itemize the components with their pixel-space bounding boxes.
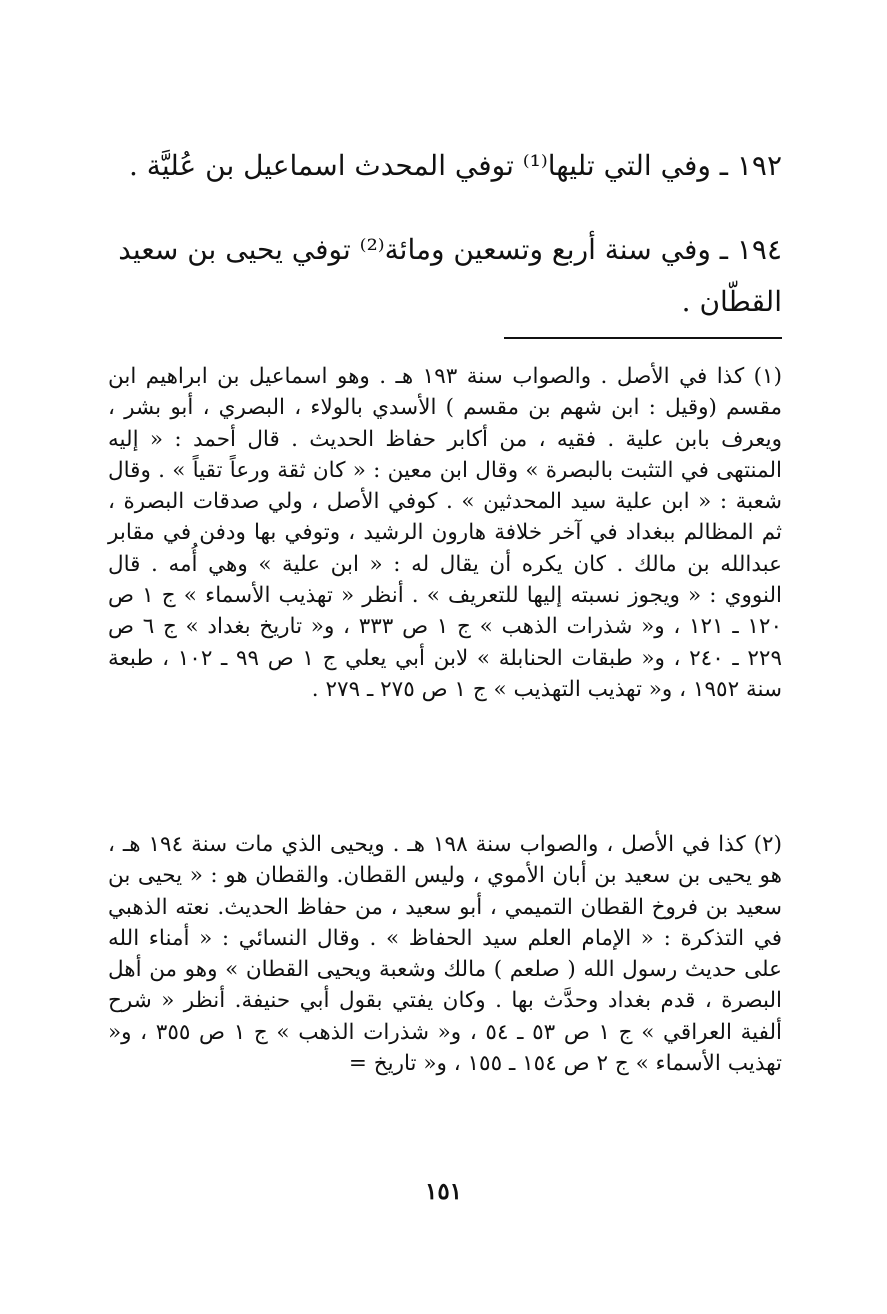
- footnote-2: (٢) كذا في الأصل ، والصواب سنة ١٩٨ هـ . ويحيى الذي مات سنة ١٩٤ هـ ، هو يحيى بن سعيد بن أبان الأموي ، وليس القطان. والقطان هو : « يحيى بن سعيد بن فروخ القطان التميمي ، أبو سعيد ، من حفاظ الحديث. نعته الذهبي في التذكرة : « الإمام العلم سيد الحفاظ » . وقال النسائي : « أمناء الله على حديث رسول الله ( صلعم ) مالك وشعبة ويحيى القطان » وهو من أهل البصرة ، قدم بغداد وحدَّث بها . وكان يفتي بقول أبي حنيفة. أنظر « شرح ألفية العراقي » ج ١ ص ٥٣ ـ ٥٤ ، و« شذرات الذهب » ج ١ ص ٣٥٥ ، و« تهذيب الأسماء » ج ٢ ص ١٥٤ ـ ١٥٥ ، و« تاريخ =: [108, 832, 782, 1077]
- footnote-divider: [504, 337, 782, 339]
- entry-194: ١٩٤ ـ وفي سنة أربع وتسعين ومائة⁽²⁾ توفي يحيى بن سعيد القطّان .: [118, 233, 782, 318]
- entry-192: ١٩٢ ـ وفي التي تليها⁽¹⁾ توفي المحدث اسماعيل بن عُليَّة .: [129, 149, 782, 182]
- footnote-1: (١) كذا في الأصل . والصواب سنة ١٩٣ هـ . وهو اسماعيل بن ابراهيم ابن مقسم (وقيل : ابن شهم بن مقسم ) الأسدي بالولاء ، البصري ، أبو بشر ، ويعرف بابن علية . فقيه ، من أكابر حفاظ الحديث . قال أحمد : « إليه المنتهى في التثبت بالبصرة » وقال ابن معين : « كان ثقة ورعاً تقياً » . وقال شعبة : « ابن علية سيد المحدثين » . كوفي الأصل ، ولي صدقات البصرة ، ثم المظالم ببغداد في آخر خلافة هارون الرشيد ، وتوفي بها ودفن في مقابر عبدالله بن مالك . كان يكره أن يقال له : « ابن علية » وهي أُمه . قال النووي : « ويجوز نسبته إليها للتعريف » . أنظر « تهذيب الأسماء » ج ١ ص ١٢٠ ـ ١٢١ ، و« شذرات الذهب » ج ١ ص ٣٣٣ ، و« تاريخ بغداد » ج ٦ ص ٢٢٩ ـ ٢٤٠ ، و« طبقات الحنابلة » لابن أبي يعلي ج ١ ص ٩٩ ـ ١٠٢ ، طبعة سنة ١٩٥٢ ، و« تهذيب التهذيب » ج ١ ص ٢٧٥ ـ ٢٧٩ .: [108, 364, 783, 702]
- page-number: ١٥١: [424, 1178, 463, 1205]
